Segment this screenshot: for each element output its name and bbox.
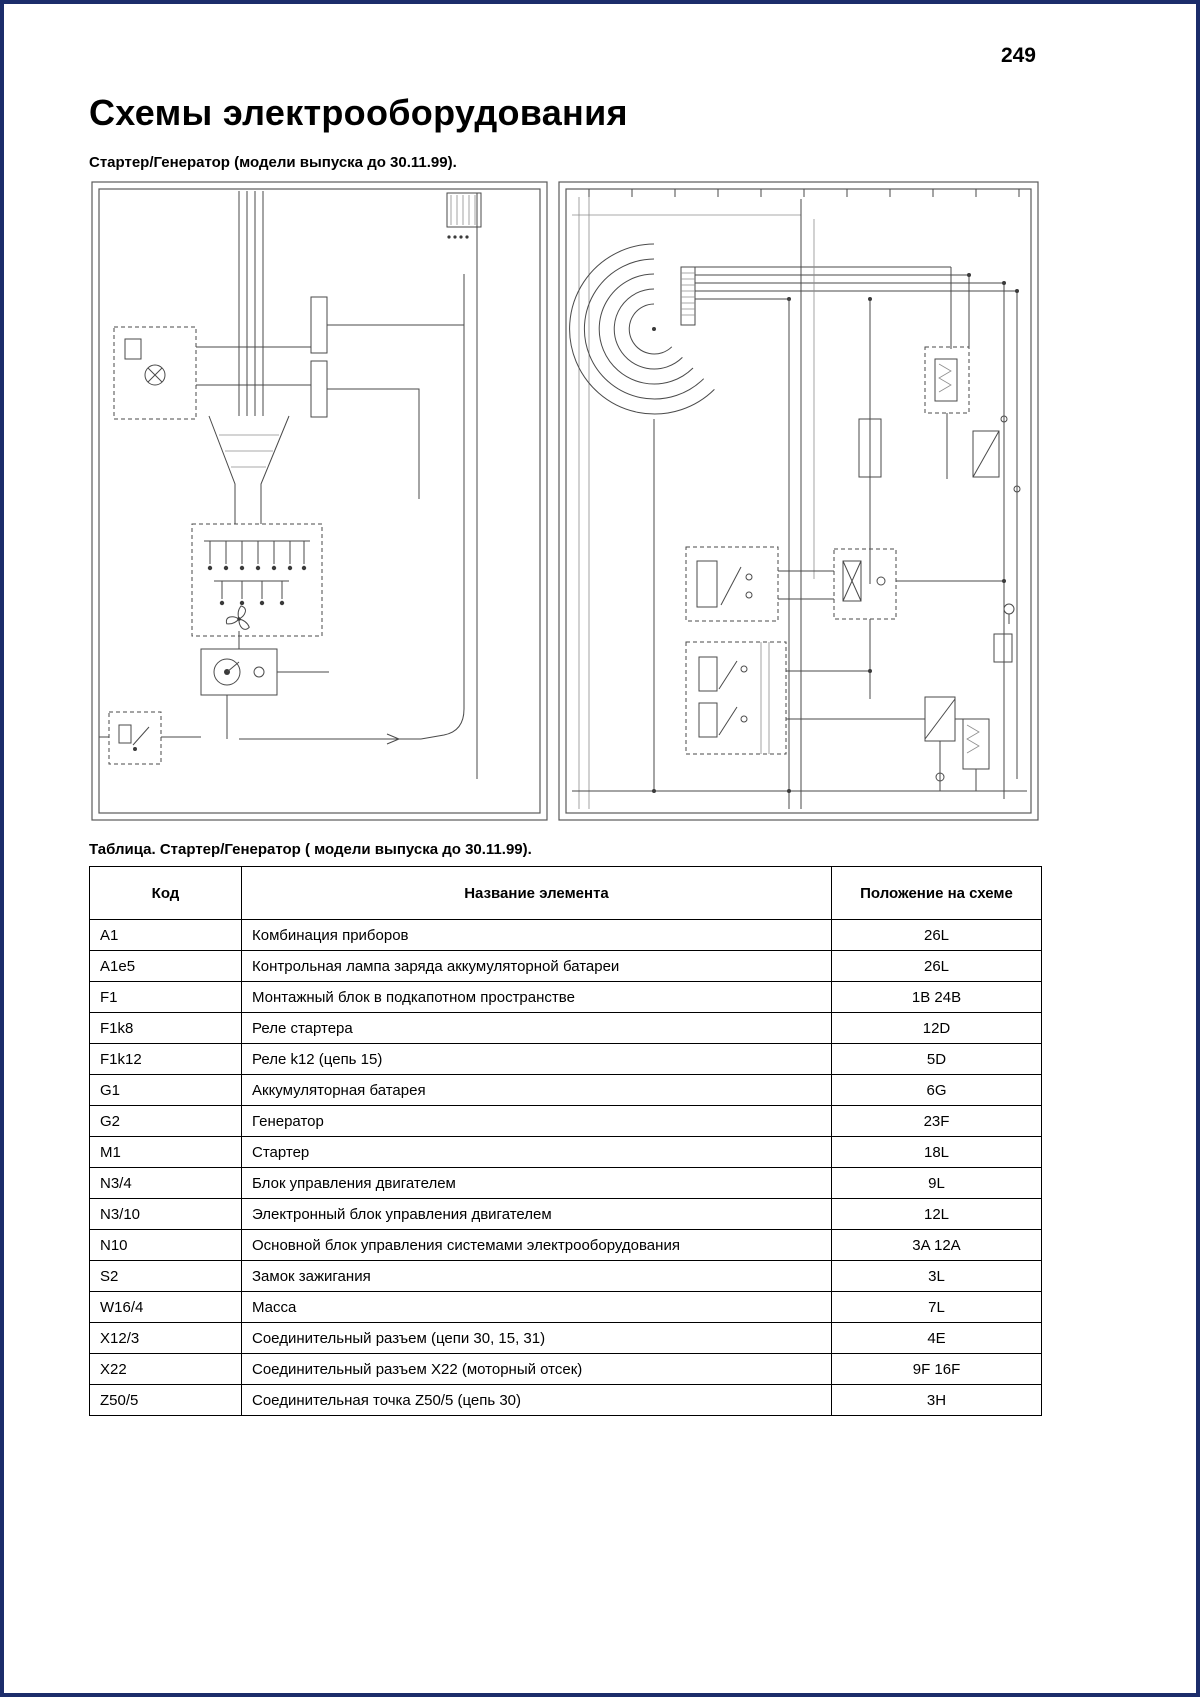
- page-number: 249: [1000, 44, 1036, 67]
- position-cell: 18L: [832, 1137, 1042, 1168]
- name-cell: Соединительный разъем (цепи 30, 15, 31): [242, 1323, 832, 1354]
- wiring-diagram-svg: [89, 179, 1041, 825]
- position-cell: 26L: [832, 920, 1042, 951]
- table-body: [90, 920, 1042, 1416]
- code-cell: A1: [90, 920, 242, 951]
- code-cell: G1: [90, 1075, 242, 1106]
- name-cell: Реле k12 (цепь 15): [242, 1044, 832, 1075]
- table-row: [90, 1261, 1042, 1292]
- code-cell: F1k12: [90, 1044, 242, 1075]
- position-cell: 12L: [832, 1199, 1042, 1230]
- code-cell: N3/10: [90, 1199, 242, 1230]
- position-cell: 6G: [832, 1075, 1042, 1106]
- table-row: [90, 1230, 1042, 1261]
- name-cell: Замок зажигания: [242, 1261, 832, 1292]
- position-cell: 4E: [832, 1323, 1042, 1354]
- left-diagram-panel: [92, 182, 547, 820]
- page-title: Схемы электрооборудования: [89, 92, 628, 133]
- position-cell: 1B 24B: [832, 982, 1042, 1013]
- code-cell: M1: [90, 1137, 242, 1168]
- code-cell: X12/3: [90, 1323, 242, 1354]
- elements-table: [89, 866, 1042, 1416]
- table-row: [90, 1106, 1042, 1137]
- table-row: [90, 1385, 1042, 1416]
- position-cell: 3L: [832, 1261, 1042, 1292]
- position-cell: 9F 16F: [832, 1354, 1042, 1385]
- position-cell: 5D: [832, 1044, 1042, 1075]
- code-cell: A1e5: [90, 951, 242, 982]
- header-position: Положение на схеме: [832, 867, 1042, 920]
- code-cell: W16/4: [90, 1292, 242, 1323]
- name-cell: Основной блок управления системами электрооборудования: [242, 1230, 832, 1261]
- name-cell: Блок управления двигателем: [242, 1168, 832, 1199]
- name-cell: Соединительная точка Z50/5 (цепь 30): [242, 1385, 832, 1416]
- diagram-subtitle: Стартер/Генератор (модели выпуска до 30.11.99).: [89, 154, 457, 171]
- name-cell: Аккумуляторная батарея: [242, 1075, 832, 1106]
- table-row: [90, 1044, 1042, 1075]
- header-code: Код: [90, 867, 242, 920]
- wiring-diagram: [89, 179, 1041, 825]
- table-header-row: [90, 867, 1042, 920]
- table-row: [90, 1137, 1042, 1168]
- position-cell: 7L: [832, 1292, 1042, 1323]
- table-row: [90, 1199, 1042, 1230]
- table-row: [90, 1354, 1042, 1385]
- header-element-name: Название элемента: [242, 867, 832, 920]
- position-cell: 12D: [832, 1013, 1042, 1044]
- code-cell: F1k8: [90, 1013, 242, 1044]
- table-row: [90, 1292, 1042, 1323]
- position-cell: 3H: [832, 1385, 1042, 1416]
- name-cell: Генератор: [242, 1106, 832, 1137]
- code-cell: N3/4: [90, 1168, 242, 1199]
- position-cell: 23F: [832, 1106, 1042, 1137]
- name-cell: Соединительный разъем X22 (моторный отсек): [242, 1354, 832, 1385]
- code-cell: G2: [90, 1106, 242, 1137]
- table-row: [90, 1075, 1042, 1106]
- name-cell: Реле стартера: [242, 1013, 832, 1044]
- table-row: [90, 1168, 1042, 1199]
- table-row: [90, 982, 1042, 1013]
- name-cell: Комбинация приборов: [242, 920, 832, 951]
- code-cell: Z50/5: [90, 1385, 242, 1416]
- table-row: [90, 1013, 1042, 1044]
- table-row: [90, 951, 1042, 982]
- position-cell: 9L: [832, 1168, 1042, 1199]
- code-cell: X22: [90, 1354, 242, 1385]
- right-diagram-panel: [559, 182, 1038, 820]
- position-cell: 26L: [832, 951, 1042, 982]
- code-cell: S2: [90, 1261, 242, 1292]
- name-cell: Стартер: [242, 1137, 832, 1168]
- table-row: [90, 1323, 1042, 1354]
- name-cell: Контрольная лампа заряда аккумуляторной батареи: [242, 951, 832, 982]
- code-cell: N10: [90, 1230, 242, 1261]
- name-cell: Масса: [242, 1292, 832, 1323]
- table-caption: Таблица. Стартер/Генератор ( модели выпуска до 30.11.99).: [89, 841, 532, 858]
- position-cell: 3A 12A: [832, 1230, 1042, 1261]
- table-row: [90, 920, 1042, 951]
- name-cell: Электронный блок управления двигателем: [242, 1199, 832, 1230]
- code-cell: F1: [90, 982, 242, 1013]
- name-cell: Монтажный блок в подкапотном пространстве: [242, 982, 832, 1013]
